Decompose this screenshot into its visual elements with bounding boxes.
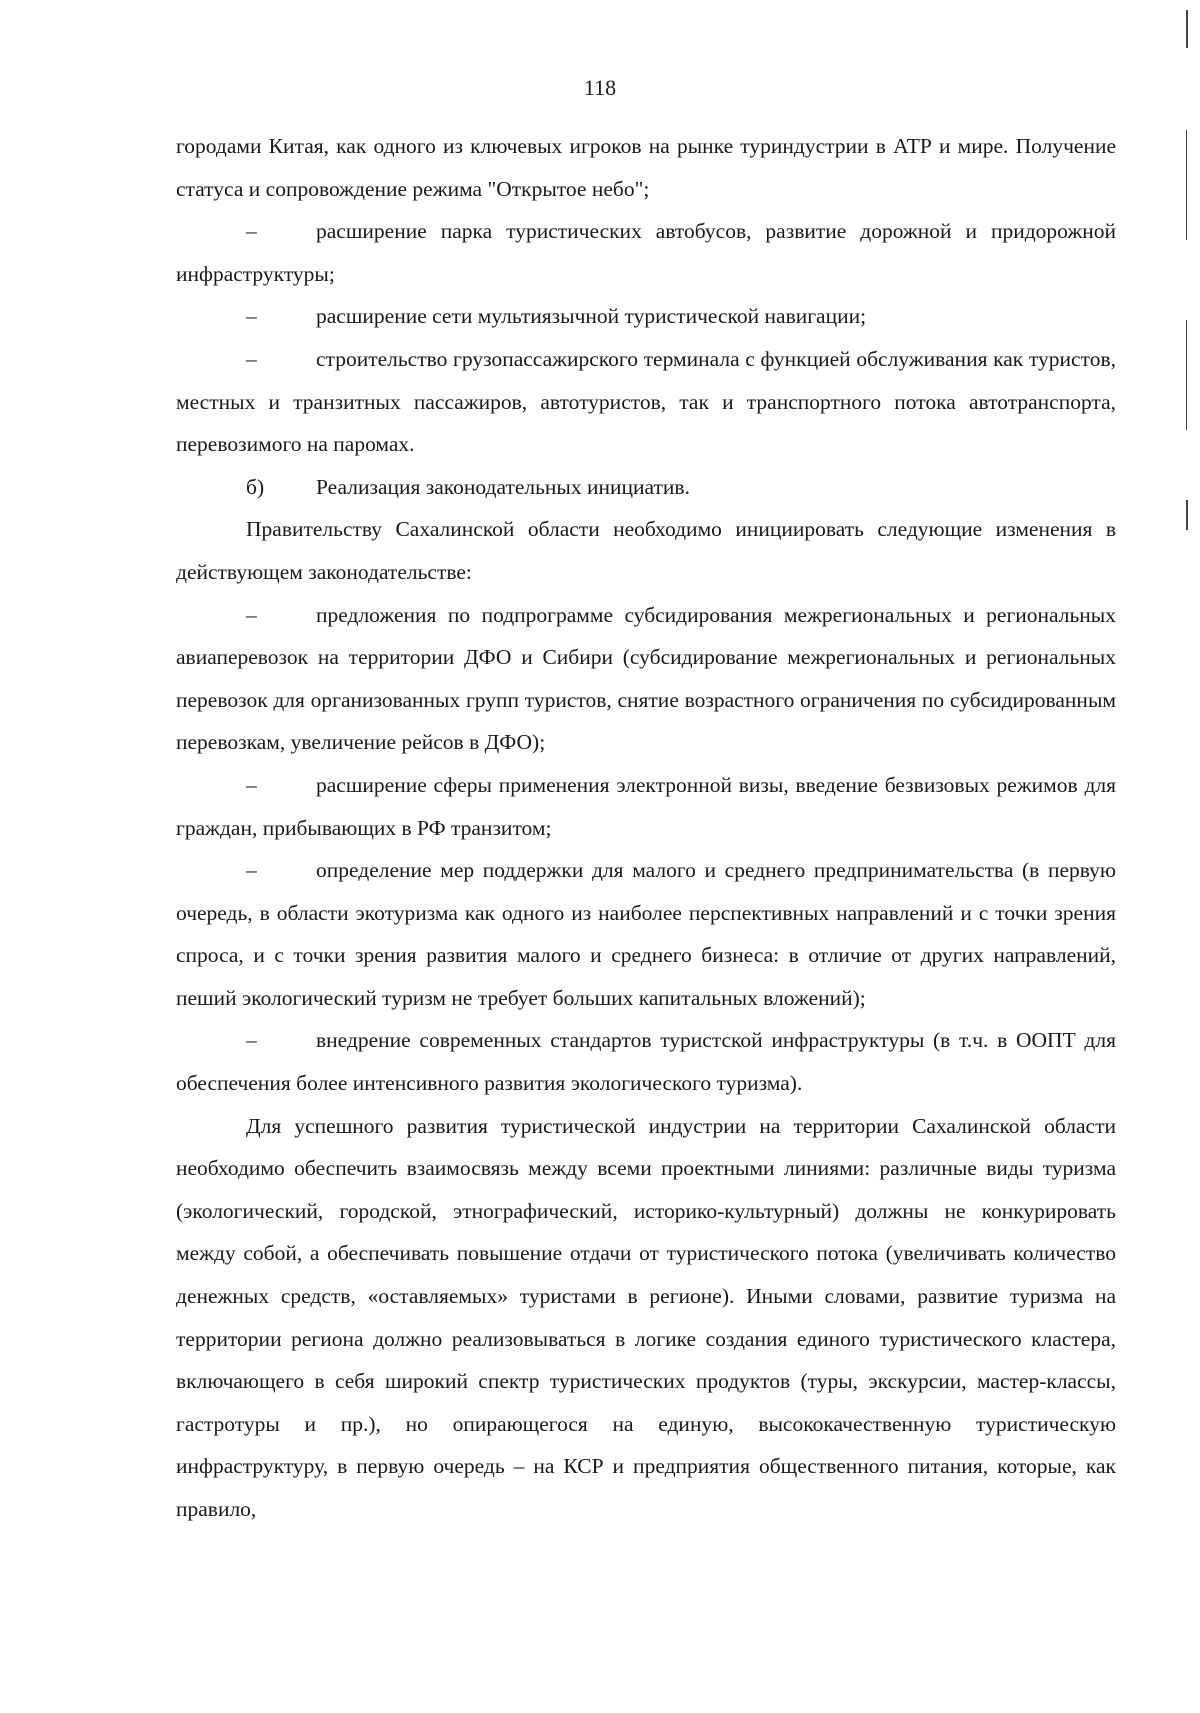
list-item: – определение мер поддержки для малого и среднего предпринимательства (в первую очередь, в области экотуризма как одного из наиболее перспективных направлений и с точки зрения спроса, и с точки зрения развития малого и среднего бизнеса: в отличие от других направлений, пеший экологический туризм не требует больших капитальных вложений); <box>176 849 1116 1019</box>
list-item: – расширение парка туристических автобусов, развитие дорожной и придорожной инфраструктуры; <box>176 210 1116 295</box>
scan-artifact <box>1186 130 1187 240</box>
dash-marker: – <box>246 346 257 371</box>
page-body <box>176 125 1116 1531</box>
section-heading: б) Реализация законодательных инициатив. <box>176 466 1116 509</box>
scan-artifact <box>1186 500 1188 530</box>
scan-artifact <box>1186 320 1187 430</box>
list-item: – внедрение современных стандартов туристской инфраструктуры (в т.ч. в ООПТ для обеспечения более интенсивного развития экологического туризма). <box>176 1019 1116 1104</box>
paragraph: Для успешного развития туристической индустрии на территории Сахалинской области необходимо обеспечить взаимосвязь между всеми проектными линиями: различные виды туризма (экологический, городской, этнографический, историко-культурный) должны не конкурировать между собой, а обеспечивать повышение отдачи от туристического потока (увеличивать количество денежных средств, «оставляемых» туристами в регионе). Иными словами, развитие туризма на территории региона должно реализовываться в логике создания единого туристического кластера, включающего в себя широкий спектр туристических продуктов (туры, экскурсии, мастер-классы, гастротуры и пр.), но опирающегося на единую, высококачественную туристическую инфраструктуру, в первую очередь – на КСР и предприятия общественного питания, которые, как правило, <box>176 1113 1116 1521</box>
dash-marker: – <box>246 304 257 329</box>
list-item: – расширение сферы применения электронной визы, введение безвизовых режимов для граждан, прибывающих в РФ транзитом; <box>176 764 1116 849</box>
list-item: – строительство грузопассажирского терминала с функцией обслуживания как туристов, местных и транзитных пассажиров, автотуристов, так и транспортного потока автотранспорта, перевозимого на паромах. <box>176 338 1116 466</box>
scan-artifact <box>1186 10 1188 48</box>
list-item: – предложения по подпрограмме субсидирования межрегиональных и региональных авиаперевозок на территории ДФО и Сибири (субсидирование межрегиональных и региональных перевозок для организованных групп туристов, снятие возрастного ограничения по субсидированным перевозкам, увеличение рейсов в ДФО); <box>176 594 1116 764</box>
page-number: 118 <box>583 75 617 100</box>
dash-marker: – <box>246 858 257 883</box>
list-item: – расширение сети мультиязычной туристической навигации; <box>176 295 1116 338</box>
paragraph: Правительству Сахалинской области необходимо инициировать следующие изменения в действующем законодательстве: <box>176 517 1116 584</box>
section-marker: б) <box>246 474 265 499</box>
dash-marker: – <box>246 1028 257 1053</box>
dash-marker: – <box>246 219 257 244</box>
dash-marker: – <box>246 602 257 627</box>
dash-marker: – <box>246 772 257 797</box>
paragraph-1: городами Китая, как одного из ключевых игроков на рынке туриндустрии в АТР и мире. Получение статуса и сопровождение режима "Открытое небо"; <box>176 134 1116 201</box>
